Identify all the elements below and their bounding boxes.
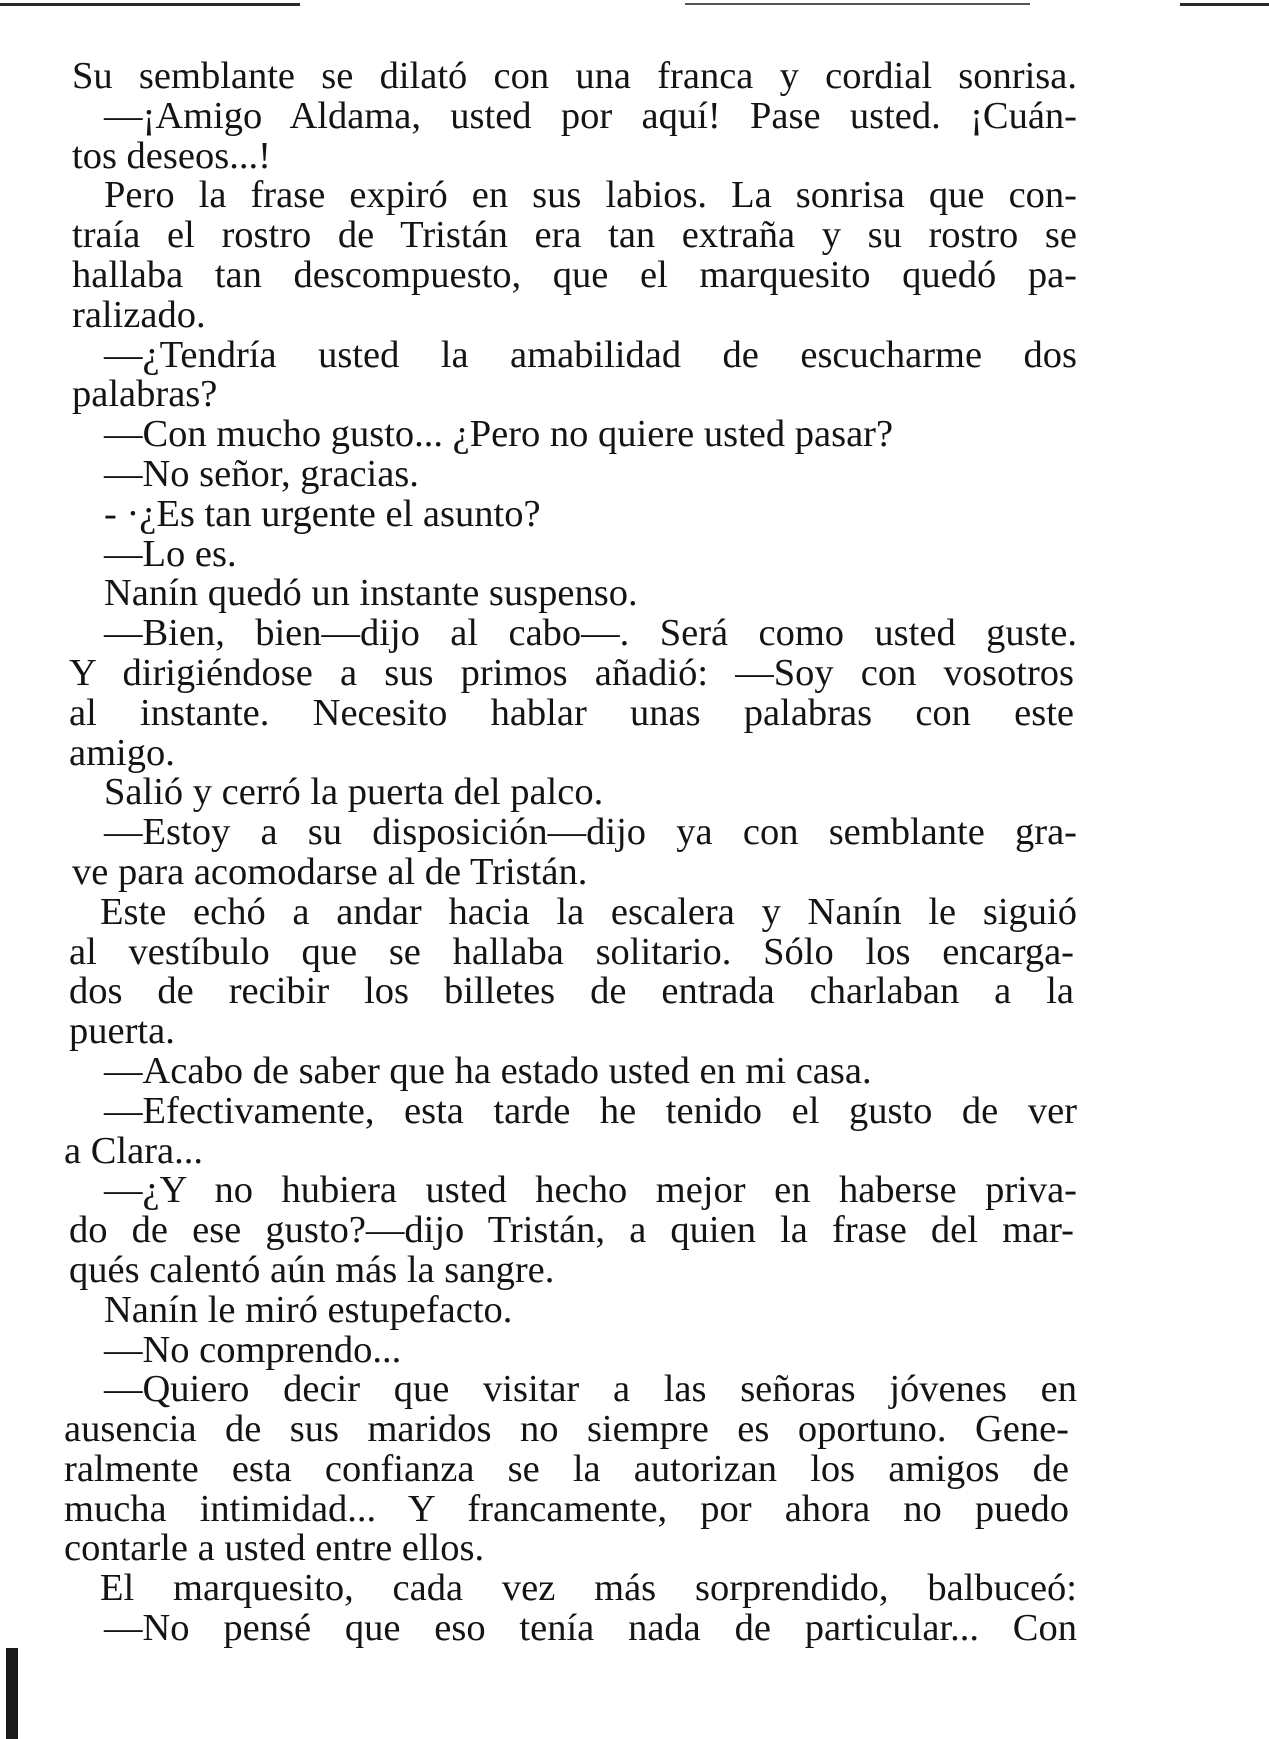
text-line: palabras? — [72, 373, 218, 416]
text-line: Nanín le miró estupefacto. — [104, 1288, 513, 1331]
text-line: qués calentó aún más la sangre. — [69, 1248, 555, 1291]
text-line: —¿Y no hubiera usted hecho mejor en haberse priva- — [104, 1169, 1077, 1212]
text-line: puerta. — [69, 1010, 175, 1053]
text-line: hallaba tan descompuesto, que el marquesito quedó pa- — [72, 253, 1077, 296]
text-line: amigo. — [69, 731, 175, 774]
text-line: Nanín quedó un instante suspenso. — [104, 572, 638, 615]
text-line: ve para acomodarse al de Tristán. — [72, 850, 588, 893]
text-line: —Con mucho gusto... ¿Pero no quiere usted pasar? — [104, 413, 894, 456]
text-line: - ·¿Es tan urgente el asunto? — [104, 492, 541, 535]
scan-top-rule-middle — [685, 3, 1030, 5]
text-line: —Quiero decir que visitar a las señoras jóvenes en — [104, 1368, 1077, 1411]
text-line: —¿Tendría usted la amabilidad de escucharme dos — [104, 333, 1077, 376]
text-line: Este echó a andar hacia la escalera y Nanín le siguió — [100, 890, 1077, 933]
text-line: tos deseos...! — [72, 134, 271, 177]
text-line: Su semblante se dilató con una franca y cordial sonrisa. — [72, 55, 1077, 97]
text-line: —Estoy a su disposición—dijo ya con semblante gra- — [104, 811, 1077, 854]
page-body-text — [64, 55, 1077, 1650]
text-line: Y dirigiéndose a sus primos añadió: —Soy con vosotros — [69, 651, 1074, 694]
scan-edge-mark — [6, 1648, 18, 1739]
text-line: ralmente esta confianza se la autorizan los amigos de — [64, 1447, 1069, 1490]
scan-top-rule-right — [1180, 3, 1269, 6]
text-line: —Acabo de saber que ha estado usted en mi casa. — [104, 1049, 872, 1092]
text-line: al instante. Necesito hablar unas palabras con este — [69, 691, 1074, 734]
text-line: —Bien, bien—dijo al cabo—. Será como usted guste. — [104, 612, 1077, 655]
text-line: dos de recibir los billetes de entrada charlaban a la — [69, 970, 1074, 1013]
text-line: contarle a usted entre ellos. — [64, 1527, 485, 1570]
text-line: a Clara... — [64, 1129, 203, 1172]
text-line: Salió y cerró la puerta del palco. — [104, 771, 604, 814]
text-line: —¡Amigo Aldama, usted por aquí! Pase usted. ¡Cuán- — [104, 94, 1077, 137]
scan-top-rule-left — [0, 3, 300, 6]
text-line: ralizado. — [72, 293, 206, 336]
text-line: do de ese gusto?—dijo Tristán, a quien la frase del mar- — [69, 1209, 1074, 1252]
text-line: ausencia de sus maridos no siempre es oportuno. Gene- — [64, 1408, 1069, 1451]
text-line: —Lo es. — [104, 532, 237, 575]
text-line: traía el rostro de Tristán era tan extraña y su rostro se — [72, 214, 1077, 257]
text-line: —No pensé que eso tenía nada de particular... Con — [104, 1607, 1077, 1650]
text-line: —No comprendo... — [104, 1328, 402, 1371]
text-line: al vestíbulo que se hallaba solitario. Sólo los encarga- — [69, 930, 1074, 973]
text-line: —Efectivamente, esta tarde he tenido el gusto de ver — [104, 1089, 1077, 1132]
text-line: mucha intimidad... Y francamente, por ahora no puedo — [64, 1487, 1069, 1530]
text-line: El marquesito, cada vez más sorprendido, balbuceó: — [100, 1567, 1077, 1610]
text-line: —No señor, gracias. — [104, 452, 419, 495]
text-line: Pero la frase expiró en sus labios. La sonrisa que con- — [104, 174, 1077, 217]
